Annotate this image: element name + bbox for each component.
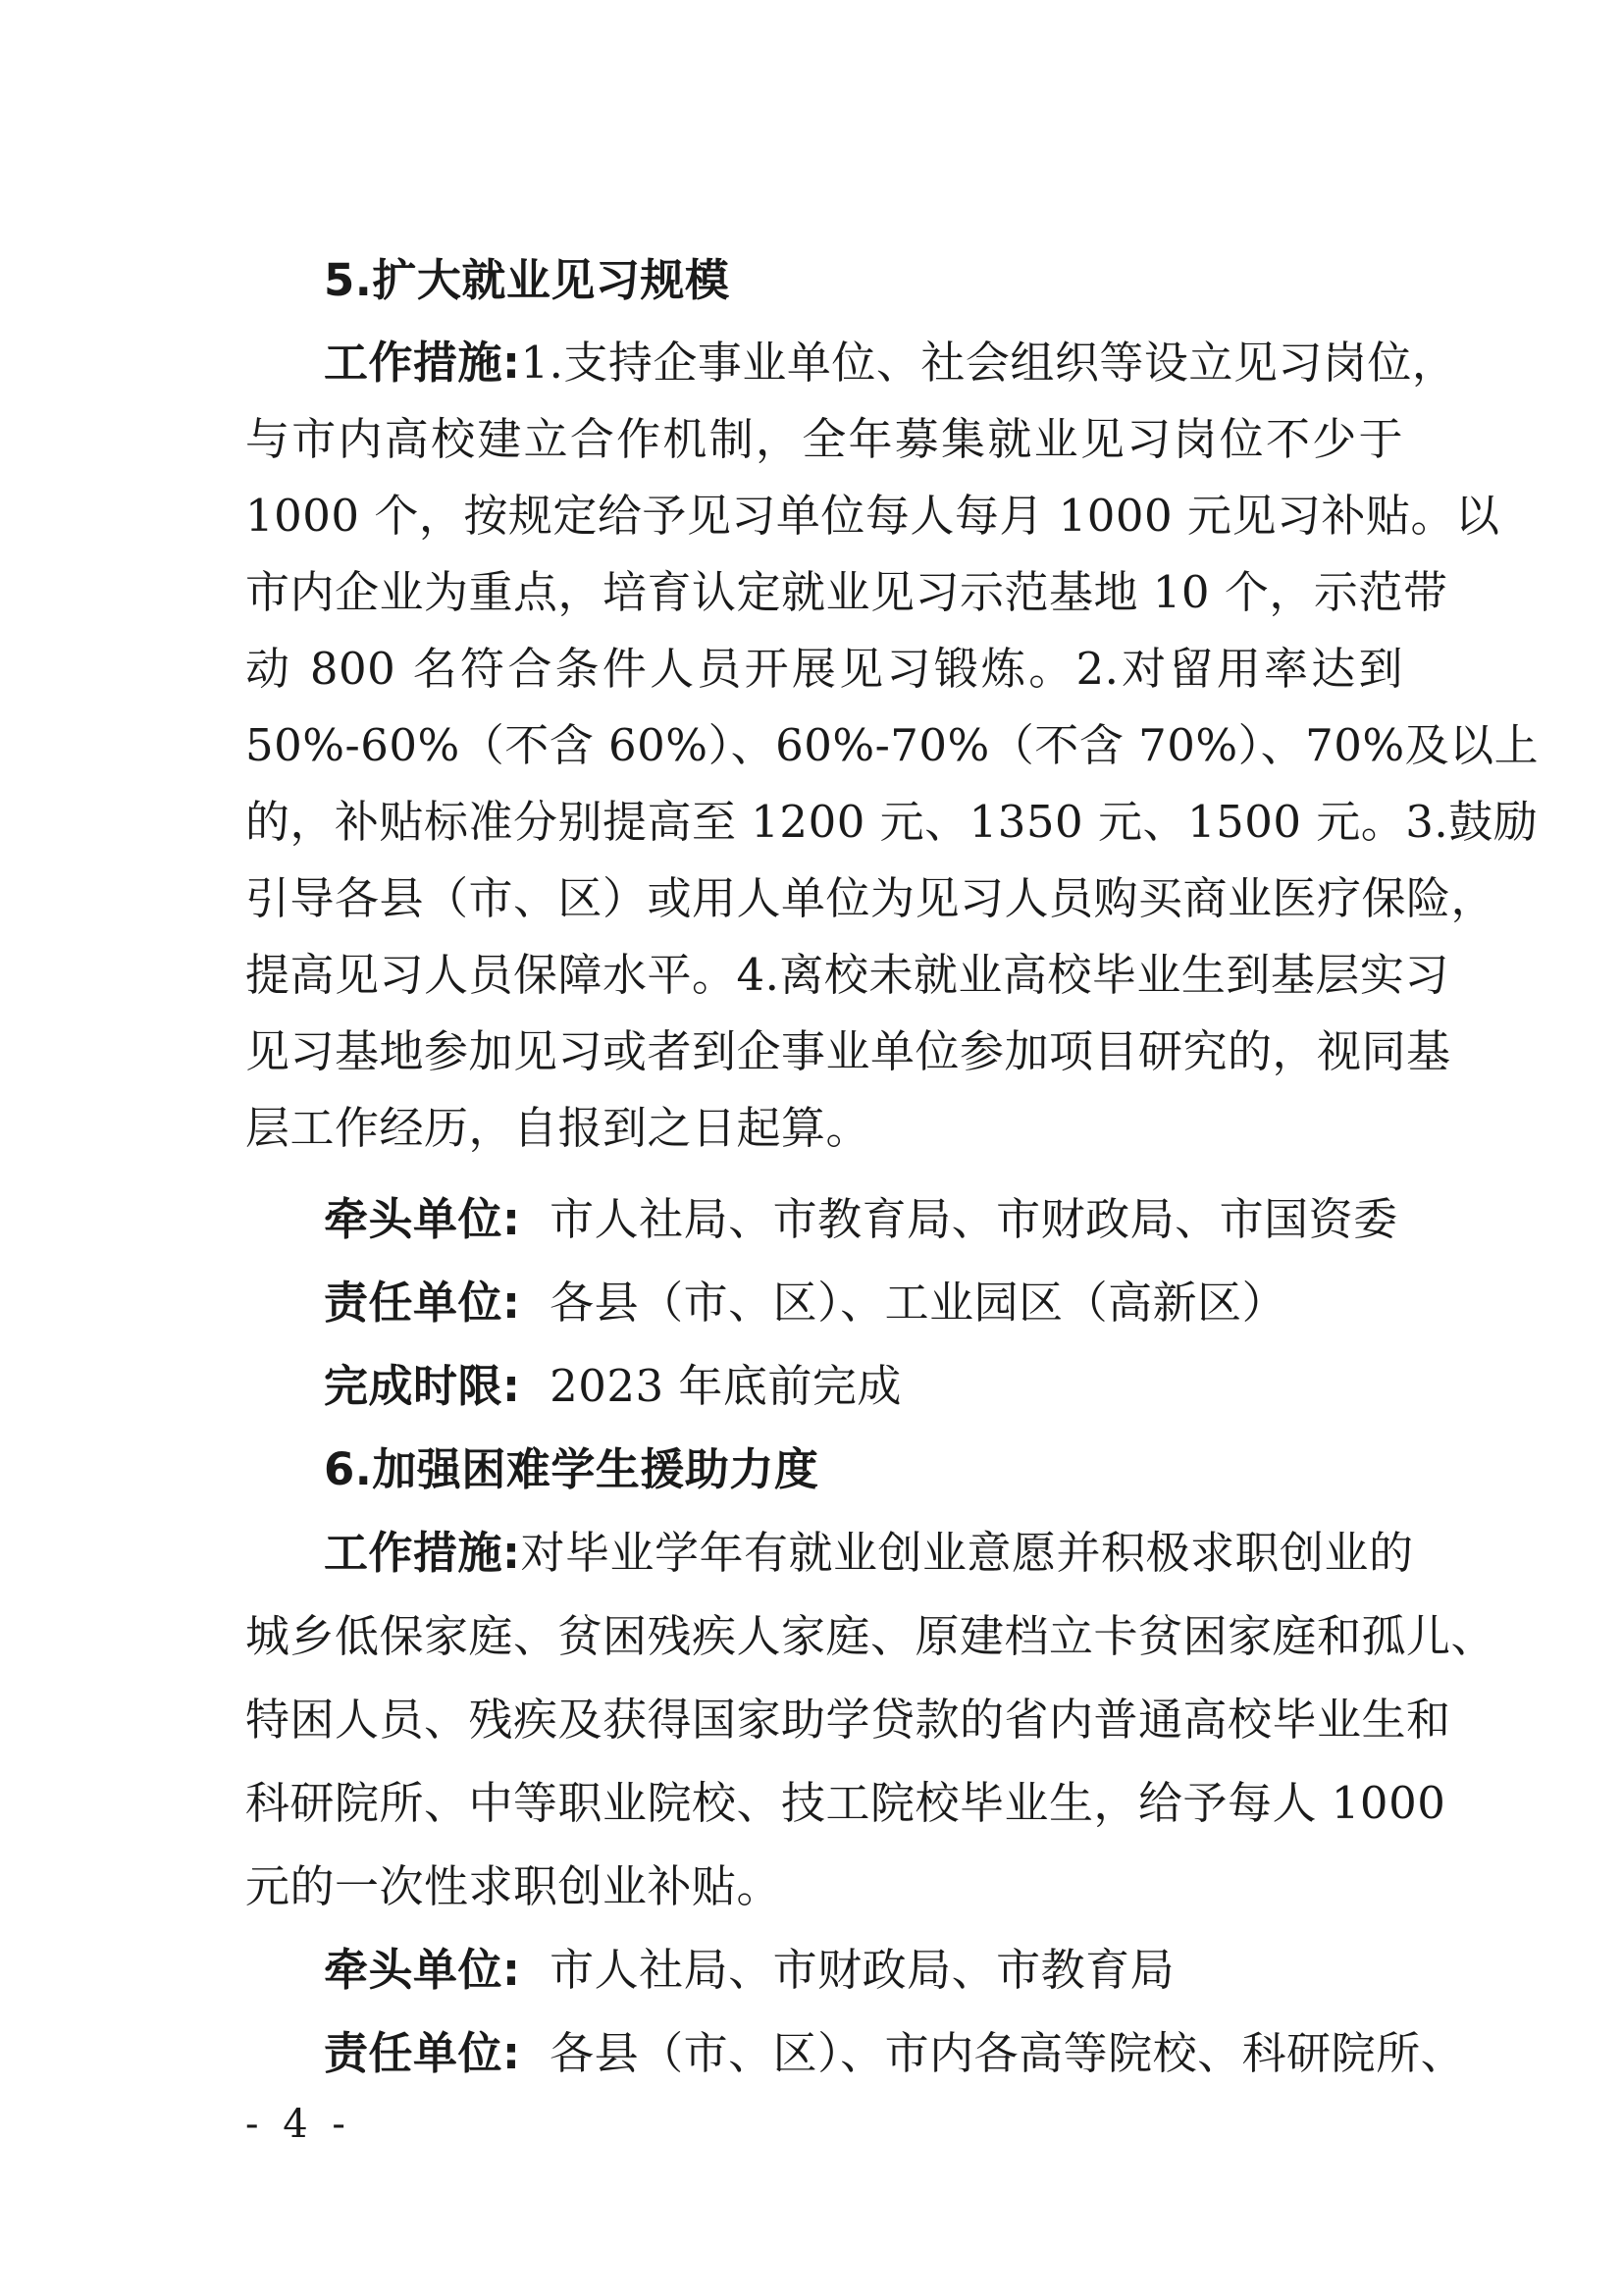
responsible-unit-value: 各县（市、区）、工业园区（高新区） [550,1277,1287,1329]
section-5-measures-line-1 [324,336,1457,391]
section-6-text-line: 元的一次性求职创业补贴。 [245,1860,782,1912]
page-number: - 4 - [245,2102,351,2147]
lead-unit-label: 牵头单位: [324,1193,521,1245]
section-5-text-line: 层工作经历，自报到之日起算。 [245,1102,871,1154]
lead-unit-label: 牵头单位: [324,1944,521,1996]
section-5-text-line: 提高见习人员保障水平。4.离校未就业高校毕业生到基层实习 [245,949,1449,1001]
section-6-text-line: 城乡低保家庭、贫困残疾人家庭、原建档立卡贫困家庭和孤儿、 [245,1610,1496,1662]
deadline-value: 2023 年底前完成 [550,1360,902,1412]
section-5-lead-unit [324,1192,1403,1247]
section-5-text-line: 市内企业为重点，培育认定就业见习示范基地 10 个，示范带 [245,566,1448,618]
section-5-text-line: 引导各县（市、区）或用人单位为见习人员购买商业医疗保险， [245,872,1496,924]
section-5-text-line: 的，补贴标准分别提高至 1200 元、1350 元、1500 元。3.鼓励 [245,796,1539,848]
section-5-text-line: 见习基地参加见习或者到企事业单位参加项目研究的，视同基 [245,1025,1451,1077]
responsible-unit-label: 责任单位: [324,2027,521,2079]
lead-unit-value: 市人社局、市财政局、市教育局 [550,1944,1176,1996]
section-5-responsible-unit [324,1276,1403,1331]
section-5-measures-label: 工作措施: [324,337,521,389]
section-5-text-line: 1.支持企事业单位、社会组织等设立见习岗位， [520,337,1457,389]
section-6-measures-label: 工作措施: [324,1527,521,1579]
section-6-text-line: 科研院所、中等职业院校、技工院校毕业生，给予每人 1000 [245,1777,1446,1829]
section-5-heading: 5.扩大就业见习规模 [324,254,730,306]
section-6-heading: 6.加强困难学生援助力度 [324,1443,819,1495]
section-6-measures-line-1 [324,1526,1414,1581]
section-6-text-line: 特困人员、残疾及获得国家助学贷款的省内普通高校毕业生和 [245,1694,1451,1746]
section-6-responsible-unit [324,2026,1466,2081]
section-5-text-line: 动 800 名符合条件人员开展见习锻炼。2.对留用率达到 [245,643,1403,695]
section-5-text-line: 50%-60%（不含 60%）、60%-70%（不含 70%）、70%及以上 [245,719,1540,771]
section-6-lead-unit [324,1943,1403,1998]
section-5-deadline [324,1359,1403,1414]
section-6-text-line: 对毕业学年有就业创业意愿并积极求职创业的 [520,1527,1414,1579]
lead-unit-value: 市人社局、市教育局、市财政局、市国资委 [550,1193,1398,1245]
section-5-text-line: 与市内高校建立合作机制，全年募集就业见习岗位不少于 [245,413,1403,465]
responsible-unit-value: 各县（市、区）、市内各高等院校、科研院所、 [550,2027,1466,2079]
deadline-label: 完成时限: [324,1360,521,1412]
responsible-unit-label: 责任单位: [324,1277,521,1329]
section-5-text-line: 1000 个，按规定给予见习单位每人每月 1000 元见习补贴。以 [245,490,1500,542]
